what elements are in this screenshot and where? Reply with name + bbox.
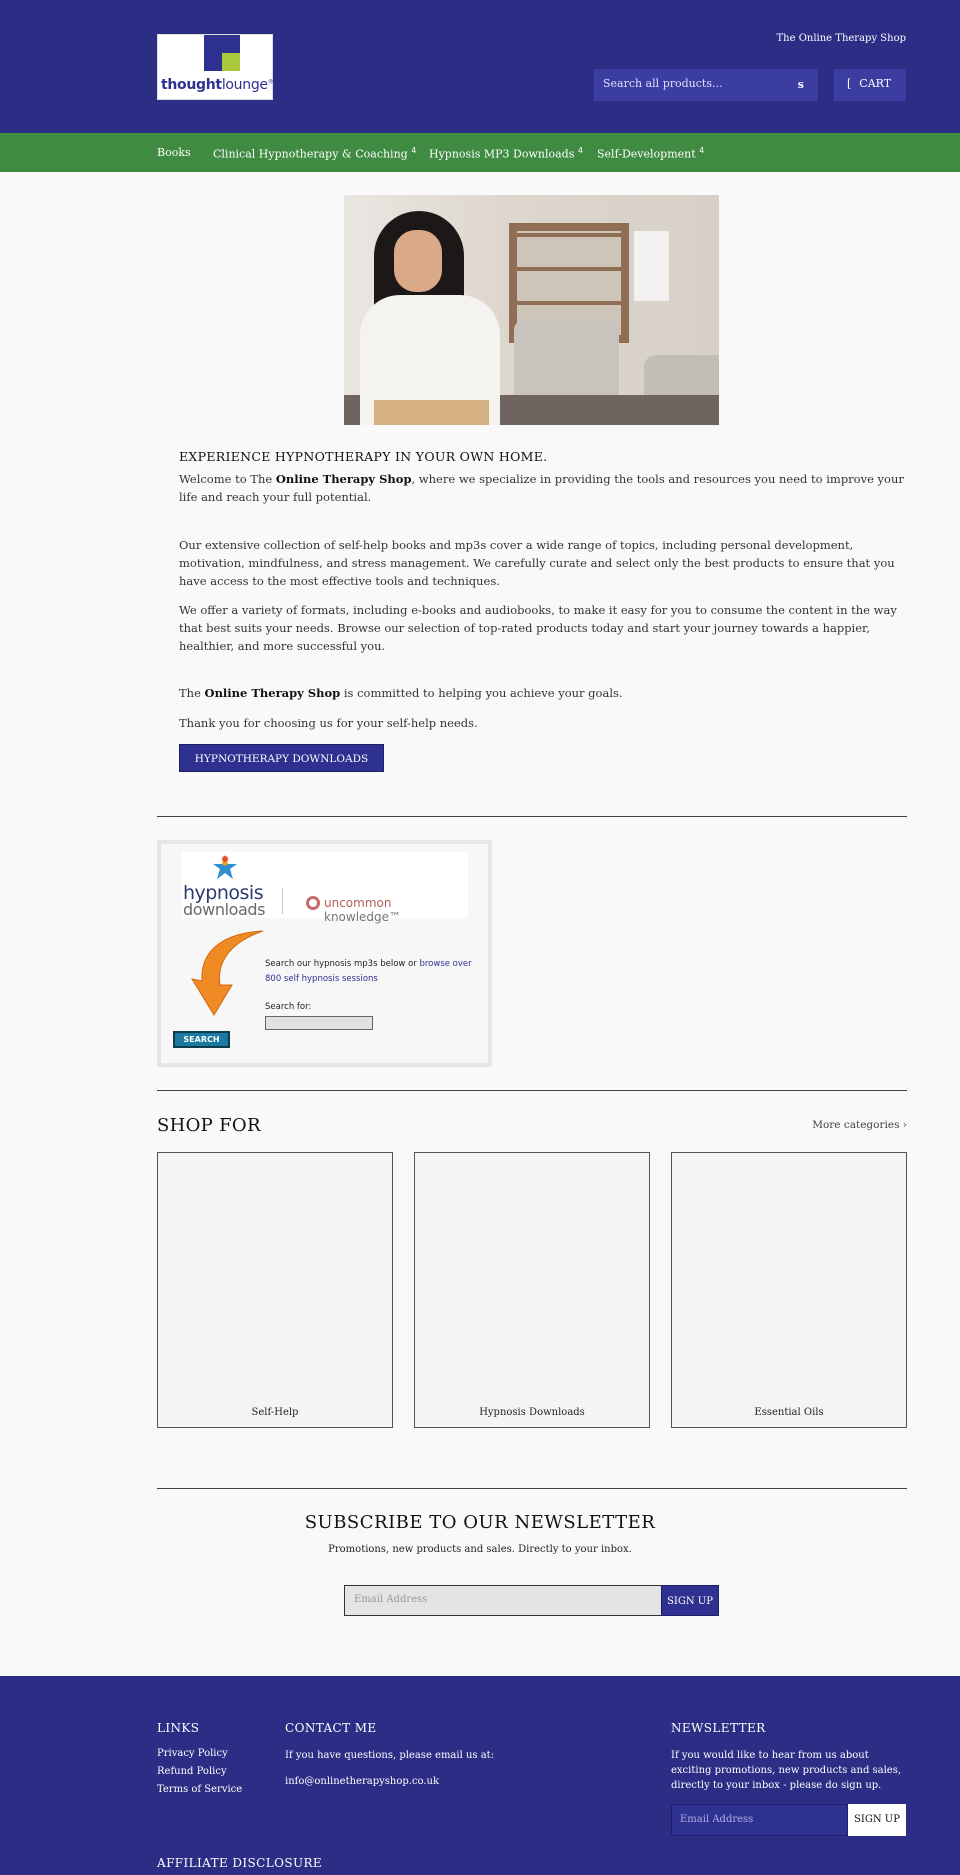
widget-brand-hypnosis: hypnosis xyxy=(183,882,264,904)
widget-banner[interactable] xyxy=(182,852,468,924)
divider xyxy=(157,816,907,817)
search-icon[interactable]: s xyxy=(797,78,804,91)
hero-chair xyxy=(374,400,489,425)
footer-email-input[interactable]: Email Address xyxy=(671,1804,848,1836)
search-placeholder: Search all products... xyxy=(603,77,723,90)
main-nav xyxy=(0,133,960,172)
category-label: Self-Help xyxy=(251,1407,299,1418)
footer-newsletter-heading: NEWSLETTER xyxy=(671,1721,766,1735)
newsletter-signup-button[interactable]: SIGN UP xyxy=(661,1585,719,1616)
newsletter-subtitle: Promotions, new products and sales. Directly to your inbox. xyxy=(328,1544,632,1555)
footer-link-terms[interactable]: Terms of Service xyxy=(157,1784,243,1795)
hypnosis-downloads-widget xyxy=(157,840,492,1067)
divider xyxy=(157,1488,907,1489)
cart-label: CART xyxy=(859,77,892,90)
widget-brand-uncommon: uncommon knowledge™ xyxy=(324,896,402,924)
intro-paragraph: The Online Therapy Shop is committed to helping you achieve your goals. xyxy=(179,686,623,700)
footer-link-refund[interactable]: Refund Policy xyxy=(157,1766,227,1777)
category-card-self-help[interactable] xyxy=(157,1152,393,1428)
newsletter-email-input[interactable]: Email Address xyxy=(344,1585,662,1616)
category-card-essential-oils[interactable] xyxy=(671,1152,907,1428)
logo-puzzle-piece xyxy=(204,53,222,71)
hero-sofa xyxy=(514,320,619,395)
nav-count-badge: 4 xyxy=(577,146,583,155)
widget-brand-downloads: downloads xyxy=(183,900,266,919)
footer-links-heading: LINKS xyxy=(157,1721,200,1735)
hypnotherapy-downloads-button[interactable]: HYPNOTHERAPY DOWNLOADS xyxy=(179,744,384,772)
hero-image xyxy=(344,195,719,425)
site-footer xyxy=(0,1676,960,1875)
star-figure-icon xyxy=(212,854,238,880)
widget-brand-separator xyxy=(282,888,283,914)
widget-search-label: Search for: xyxy=(265,1002,312,1012)
category-label: Hypnosis Downloads xyxy=(479,1407,585,1418)
logo-puzzle-piece xyxy=(222,53,240,71)
widget-search-input[interactable] xyxy=(265,1016,373,1030)
footer-newsletter-text: If you would like to hear from us about exciting promotions, new products and sales, directly to your inbox - please do sign up. xyxy=(671,1750,902,1791)
curved-arrow-icon xyxy=(188,929,266,1017)
cart-icon: [ xyxy=(847,77,852,90)
hero-window xyxy=(634,231,669,301)
intro-paragraph: Our extensive collection of self-help books and mp3s cover a wide range of topics, including personal development, motivation, mindfulness, and stress management. We carefully curate and select only the best products to ensure that you have access to the most effective tools and techniques. xyxy=(179,538,895,588)
cart-button[interactable] xyxy=(834,69,906,101)
divider xyxy=(157,1090,907,1091)
widget-search-button[interactable]: SEARCH xyxy=(173,1031,230,1048)
search-input[interactable] xyxy=(594,69,818,101)
intro-heading: EXPERIENCE HYPNOTHERAPY IN YOUR OWN HOME. xyxy=(179,449,548,464)
browse-sessions-link[interactable]: browse over 800 self hypnosis sessions xyxy=(265,959,472,984)
nav-item-hypnosis-mp3[interactable]: Hypnosis MP3 Downloads $^4$ xyxy=(429,146,583,161)
nav-item-clinical-hypnotherapy[interactable]: Clinical Hypnotherapy & Coaching $^4$ xyxy=(213,146,417,161)
footer-signup-button[interactable]: SIGN UP xyxy=(848,1804,906,1836)
uncommon-knowledge-logo-icon xyxy=(306,896,320,910)
footer-contact-heading: CONTACT ME xyxy=(285,1721,377,1735)
footer-link-privacy[interactable]: Privacy Policy xyxy=(157,1748,228,1759)
widget-description: Search our hypnosis mp3s below or browse over 800 self hypnosis sessions xyxy=(265,959,472,984)
site-header xyxy=(0,0,960,133)
logo-puzzle-piece xyxy=(204,35,222,53)
intro-paragraph: We offer a variety of formats, including e-books and audiobooks, to make it easy for you to consume the content in the way that best suits your needs. Browse our selection of top-rated products today and start your journey towards a happier, healthier, and more successful you. xyxy=(179,603,897,653)
header-tagline[interactable]: The Online Therapy Shop xyxy=(776,33,906,44)
intro-content xyxy=(179,448,909,730)
footer-affiliate-heading: AFFILIATE DISCLOSURE xyxy=(157,1856,323,1870)
more-categories-link[interactable]: More categories › xyxy=(812,1119,907,1131)
intro-paragraph: Welcome to The Online Therapy Shop, where we specialize in providing the tools and resources you need to improve your life and reach your full potential. xyxy=(179,472,904,504)
thoughtlounge-logo[interactable] xyxy=(157,34,273,100)
footer-contact-email[interactable]: info@onlinetherapyshop.co.uk xyxy=(285,1776,440,1787)
category-label: Essential Oils xyxy=(754,1407,824,1418)
nav-count-badge: 4 xyxy=(411,146,417,155)
hero-woman-face xyxy=(394,230,442,292)
newsletter-title: SUBSCRIBE TO OUR NEWSLETTER xyxy=(304,1512,656,1533)
shop-for-heading: SHOP FOR xyxy=(157,1115,261,1136)
logo-puzzle-piece xyxy=(222,35,240,53)
nav-count-badge: 4 xyxy=(699,146,705,155)
nav-item-books[interactable]: Books xyxy=(157,146,191,159)
intro-paragraph: Thank you for choosing us for your self-help needs. xyxy=(179,716,478,730)
logo-wordmark: thoughtlounge® xyxy=(161,77,274,93)
nav-item-self-development[interactable]: Self-Development $^4$ xyxy=(597,146,705,161)
footer-contact-text: If you have questions, please email us at: xyxy=(285,1750,495,1761)
category-card-hypnosis-downloads[interactable] xyxy=(414,1152,650,1428)
